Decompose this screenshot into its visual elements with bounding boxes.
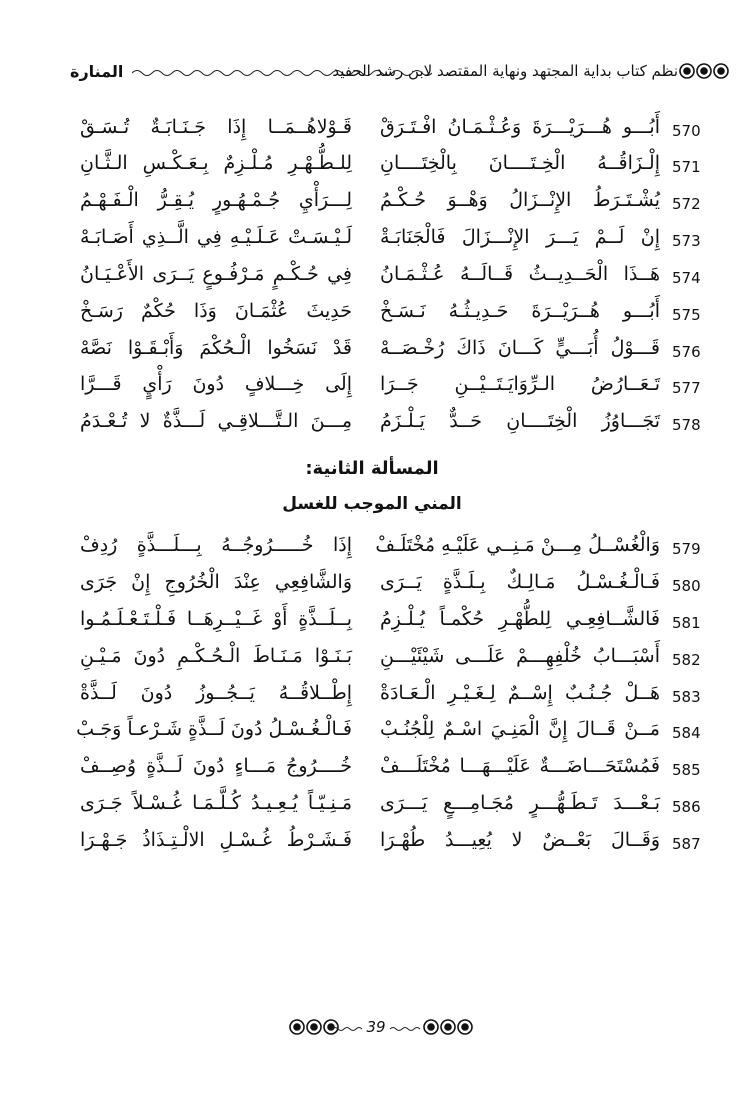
verse-second-hemistich: وَالشَّافِعِي عِنْدَ الْخُرُوجِ إِنْ جَرَى [80, 571, 352, 593]
verse-number: 583 [672, 688, 701, 706]
verse-row [60, 373, 710, 409]
verse-first-hemistich: أَبُـــو هُــرَيْــرَةَ حَـدِيـثُـهُ نَـسَـخْ [380, 300, 660, 322]
verse-first-hemistich: هَــذَا الْحَــدِيــثُ قَــالَــهُ عُـثْـمَـانُ [380, 263, 660, 285]
verse-number: 577 [672, 379, 701, 397]
verse-row [60, 534, 710, 570]
verse-second-hemistich: قَدْ نَسَخُوا الْـحُكْمَ وَأَبْـقَـوْا نَصَّهْ [80, 337, 352, 359]
verse-number: 573 [672, 232, 701, 250]
section-subtitle: المني الموجب للغسل [282, 494, 462, 514]
verse-number: 571 [672, 158, 701, 176]
verse-number: 581 [672, 614, 701, 632]
verse-row [60, 116, 710, 152]
verse-row [60, 571, 710, 607]
verse-first-hemistich: بَـعْـــدَ تَـطَـهُّـــرٍ مُجَـامِـــعٍ يَـــرَى [380, 792, 660, 814]
verse-second-hemistich: حَدِيثَ عُثْمَـانَ وَذَا حُكْمٌ رَسَـخْ [80, 300, 352, 322]
verse-first-hemistich: فَالشَّــافِعِـي لِلطُّهْـرِ حُكْمـاً يُـلْـزِمُ [380, 608, 660, 630]
verse-first-hemistich: تَـعَــارُضُ الـرِّوَايَـتَــيْــنِ جَــرَا [380, 373, 660, 395]
verse-second-hemistich: خُــــرُوجُ مَـــاءٍ دُونَ لَــذَّةٍ وُصِــفْ [80, 755, 352, 777]
verse-first-hemistich: أَسْبَـــابُ خُلْفِهِـــمْ عَلَـــى شَيْئَيْـــنِ [380, 645, 660, 667]
verse-second-hemistich: فِي حُـكْـمٍ مَـرْفُـوعٍ يَــرَى الأَعْـيَـانُ [80, 263, 352, 285]
verse-first-hemistich: إِلْـزَاقُــهُ الْخِـتَــــانَ بِالْخِتَــــانِ [380, 152, 660, 174]
verse-row [60, 189, 710, 225]
verse-row [60, 337, 710, 373]
verse-second-hemistich: مِـــنَ الـتَّـــلاقِـي لَـــذَّةٌ لا تُـعْـدَمُ [80, 410, 352, 432]
book-title: نظم كتاب بداية المجتهد ونهاية المقتصد لابن رشد الحفيد [332, 62, 678, 80]
verse-number: 587 [672, 835, 701, 853]
page-number: 39 [366, 1018, 386, 1036]
verse-number: 570 [672, 122, 701, 140]
verse-number: 572 [672, 195, 701, 213]
verse-first-hemistich: يُشْـتَـرَطُ الإِنْــزَالُ وَهْــوَ حُـكْـمُ [380, 189, 660, 211]
verse-number: 582 [672, 651, 701, 669]
verse-row [60, 300, 710, 336]
verse-second-hemistich: بَـنَـوْا مَـنَـاطَ الْـحُـكْـمِ دُونَ مَـيْـنِ [80, 645, 352, 667]
verse-first-hemistich: وَالْغُسْــلُ مِـــنْ مَـنِــي عَلَيْـهِ مُخْتَلَـفْ [375, 534, 660, 556]
verse-row [60, 645, 710, 681]
verse-row [60, 829, 710, 865]
verse-second-hemistich: قَـوْلاهُــمَــا إِذَا جَـنَـابَـةٌ تُـسَـقْ [80, 116, 352, 138]
verse-number: 580 [672, 577, 701, 595]
verse-number: 584 [672, 724, 701, 742]
verse-first-hemistich: إِنْ لَــمْ يَـــرَ الإِنْـــزَالَ فَالْجَنَابَـةْ [380, 226, 660, 248]
verse-number: 578 [672, 416, 701, 434]
verse-second-hemistich: لِلـطُّـهْـرِ مُـلْـزِمٌ بِـعَـكْـسِ الـثَّـانِ [80, 152, 352, 174]
verse-row [60, 718, 710, 754]
verse-row [60, 682, 710, 718]
verse-second-hemistich: لَـيْـسَـتْ عَـلَـيْـهِ فِي الَّــذِي أَصَـابَـهْ [80, 226, 352, 248]
verse-row [60, 792, 710, 828]
verse-number: 579 [672, 540, 701, 558]
publisher-name: المنارة [70, 62, 124, 81]
verse-number: 574 [672, 269, 701, 287]
verse-second-hemistich: إِطْــلاقُــهُ يَــجُــوزُ دُونَ لَــذَّةْ [80, 682, 352, 704]
verse-number: 575 [672, 306, 701, 324]
verse-first-hemistich: قَـــوْلُ أُبَـــيٍّ كَـــانَ ذَاكَ رُخْـصَــهْ [380, 337, 660, 359]
page-header [70, 60, 734, 88]
verse-number: 576 [672, 343, 701, 361]
verse-first-hemistich: فَمُسْتَحَـــاضَـــةٌ عَلَيْـــهَـــا مُخْتَلَـــفْ [380, 755, 660, 777]
verse-first-hemistich: مَــنْ قَــالَ إِنَّ الْمَنِـيَ اسْـمٌ لِلْجُنُـبْ [380, 718, 660, 740]
verse-first-hemistich: هَــلْ جُـنُـبٌ إِسْــمٌ لِـغَـيْـرِ الْـعَـادَةْ [380, 682, 660, 704]
verse-row [60, 410, 710, 446]
verse-row [60, 152, 710, 188]
footer-ornament-right-icon [422, 1018, 474, 1036]
verse-first-hemistich: فَـالْـغُـسْـلُ مَـالِـكٌ بِـلَـذَّةٍ يَــرَى [380, 571, 660, 593]
verse-row [60, 263, 710, 299]
section-title: المسألة الثانية: [305, 458, 439, 479]
verse-first-hemistich: تَجَـــاوُزُ الْخِتَــــانِ حَــدٌّ يَـلْـزَمُ [380, 410, 660, 432]
verse-row [60, 608, 710, 644]
verse-second-hemistich: إِلَى خِـــلافٍ دُونَ رَأْيٍ قَـــرَّا [80, 373, 352, 395]
verse-row [60, 755, 710, 791]
header-ornament-icon [678, 62, 730, 80]
verse-first-hemistich: أَبُـــو هُـــرَيْـــرَةَ وَعُـثْـمَـانُ افْـتَـرَقْ [380, 116, 660, 138]
verse-number: 586 [672, 798, 701, 816]
verse-second-hemistich: فَـشَـرْطُ غُـسْـلِ الالْـتِـذَاذُ جَـهْـرَا [80, 829, 352, 851]
verse-number: 585 [672, 761, 701, 779]
verse-second-hemistich: بِــلَــذَّةٍ أَوْ غَــيْــرِهَــا فَـلْـتَـعْـلَـمُـوا [80, 608, 352, 630]
verse-first-hemistich: وَقَــالَ بَعْــضٌ لا يُعِيـــدُ طُهْـرَا [380, 829, 660, 851]
page-number-area [330, 1018, 422, 1038]
verse-second-hemistich: مَـنِـيّـاً يُـعِـيـدُ كُـلَّـمَـا غُـسْـلاً جَـرَى [80, 792, 352, 814]
verse-second-hemistich: لِـــرَأْيِ جُـمْـهُـورٍ يُـقِـرُّ الْـفَـهْـمُ [80, 189, 352, 211]
verse-row [60, 226, 710, 262]
verse-second-hemistich: إِذَا خُـــــرُوجُــهُ بِـــلَـــذَّةٍ رُدِفْ [80, 534, 352, 556]
verse-second-hemistich: فَـالْـغُـسْـلُ دُونَ لَــذَّةٍ شَـرْعـاً وَجَـبْ [76, 718, 352, 740]
